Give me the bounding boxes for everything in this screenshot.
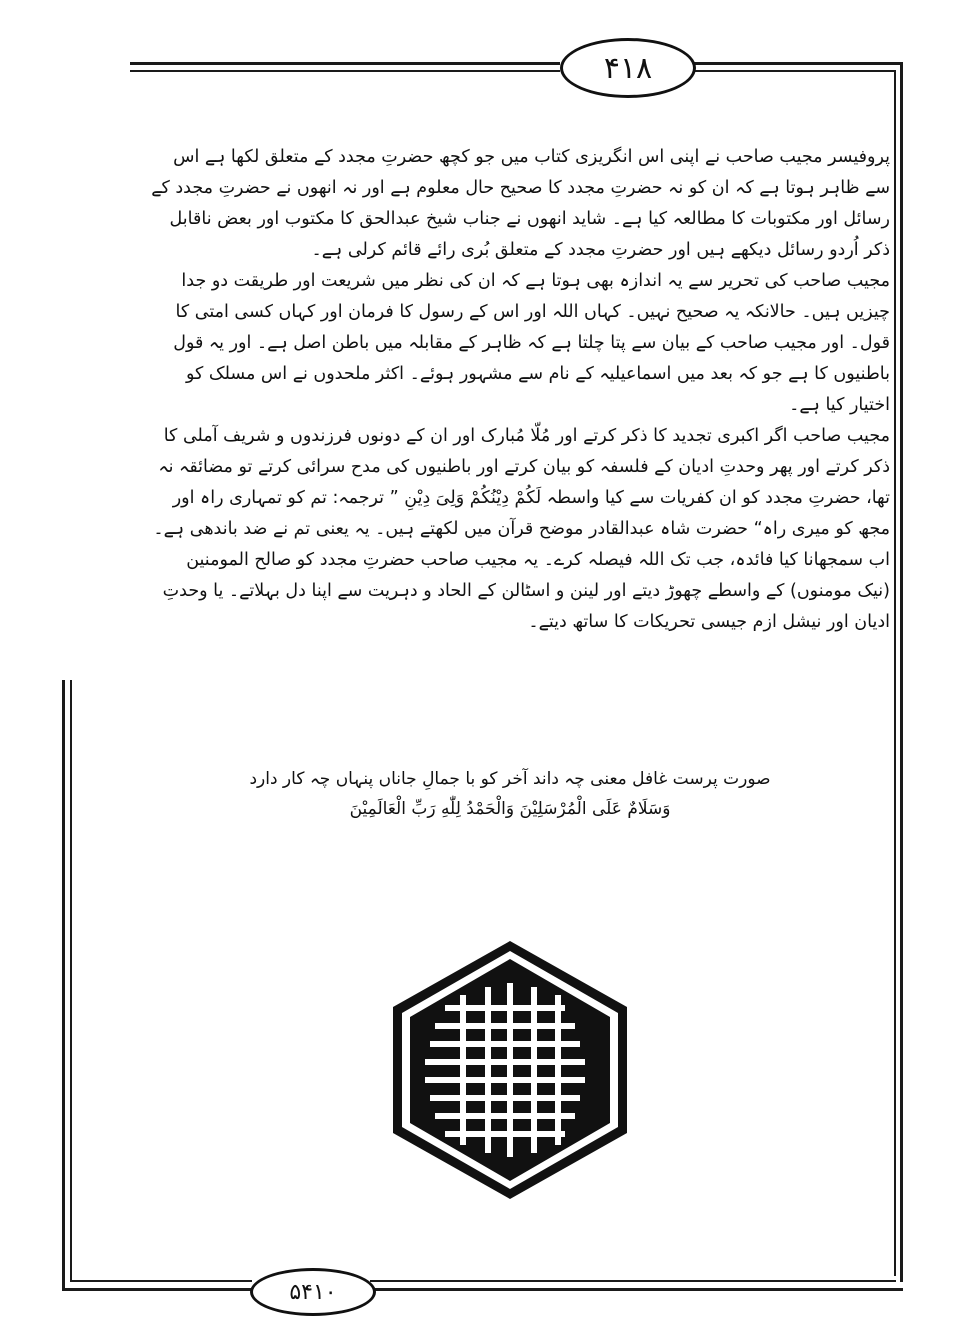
- page-number: ۴۱۸: [560, 38, 696, 98]
- couplet-line-2: وَسَلَامٌ عَلَى الْمُرْسَلِيْنَ وَالْحَمْدُ لِلّٰهِ رَبِّ الْعَالَمِيْنَ: [349, 799, 671, 819]
- frame-bottom-right-outer: [370, 1288, 903, 1291]
- frame-bottom-right-inner: [370, 1280, 896, 1282]
- frame-top-right-inner: [690, 70, 896, 72]
- body-text: [150, 142, 890, 638]
- frame-right-line-inner: [894, 70, 896, 1276]
- frame-top-line-outer: [130, 62, 560, 65]
- paragraph-1: پروفیسر مجیب صاحب نے اپنی اس انگریزی کتاب میں جو کچھ حضرتِ مجدد کے متعلق لکھا ہے اس سے ظاہر ہوتا ہے کہ ان کو نہ حضرتِ مجدد کا صحیح حال معلوم ہے اور نہ انھوں نے حضرتِ مجدد کے رسائل اور مکتوبات کا مطالعہ کیا ہے۔ شاید انھوں نے جناب شیخ عبدالحق کا مکتوب اور بعض ناقابل ذکر اُردو رسائل دیکھے ہیں اور حضرتِ مجدد کے متعلق بُری رائے قائم کرلی ہے۔: [151, 147, 890, 260]
- frame-left-line-inner: [70, 680, 72, 1280]
- footer-page-number: ۵۴۱۰: [250, 1268, 376, 1316]
- frame-right-line-outer: [900, 62, 903, 1282]
- kufic-calligraphy-emblem: [385, 935, 635, 1205]
- couplet-line-1: صورت پرست غافل معنی چہ داند آخر کو با جمالِ جاناں پنہاں چہ کار دارد: [249, 769, 771, 789]
- paragraph-2: مجیب صاحب کی تحریر سے یہ اندازہ بھی ہوتا ہے کہ ان کی نظر میں شریعت اور طریقت دو جدا چیزیں ہیں۔ حالانکہ یہ صحیح نہیں۔ کہاں اللہ اور اس کے رسول کا فرمان اور کہاں کسی امتی کا قول۔ اور مجیب صاحب کے بیان سے پتا چلتا ہے کہ ظاہر کے مقابلہ میں باطن اصل ہے۔ اور یہ قول باطنیوں کا ہے جو کہ بعد میں اسماعیلیہ کے نام سے مشہور ہوئے۔ اکثر ملحدوں نے اس مسلک کو اختیار کیا ہے۔: [173, 271, 890, 415]
- frame-top-right-outer: [690, 62, 902, 65]
- frame-bottom-left-inner: [70, 1280, 252, 1282]
- frame-bottom-left-outer: [62, 1288, 252, 1291]
- frame-left-line-outer: [62, 680, 65, 1290]
- closing-couplet: [200, 764, 820, 824]
- paragraph-3: مجیب صاحب اگر اکبری تجدید کا ذکر کرتے اور مُلّا مُبارک اور ان کے دونوں فرزندوں و شریف آملی کا ذکر کرتے اور پھر وحدتِ ادیان کے فلسفہ کو بیان کرتے اور باطنیوں کی مدح سرائی کرتے تو مضائقہ نہ تھا، حضرتِ مجدد کو ان کفریات سے کیا واسطہ لَکُمْ دِیْنُکُمْ وَلِیَ دِیْنِ ” ترجمہ: تم کو تمہاری راہ اور مجھ کو میری راہ“ حضرت شاہ عبدالقادر موضح قرآن میں لکھتے ہیں۔ یہ یعنی تم نے ضد باندھی ہے۔ اب سمجھانا کیا فائدہ، جب تک اللہ فیصلہ کرے۔ یہ مجیب صاحب حضرتِ مجدد کو صالح المومنین (نیک مومنوں) کے واسطے چھوڑ دیتے اور لینن و اسٹالن کے الحاد و دہریت سے اپنا دل بہلاتے۔ یا وحدتِ ادیان اور نیشل ازم جیسی تحریکات کا ساتھ دیتے۔: [153, 426, 890, 632]
- frame-top-line-inner: [130, 70, 560, 72]
